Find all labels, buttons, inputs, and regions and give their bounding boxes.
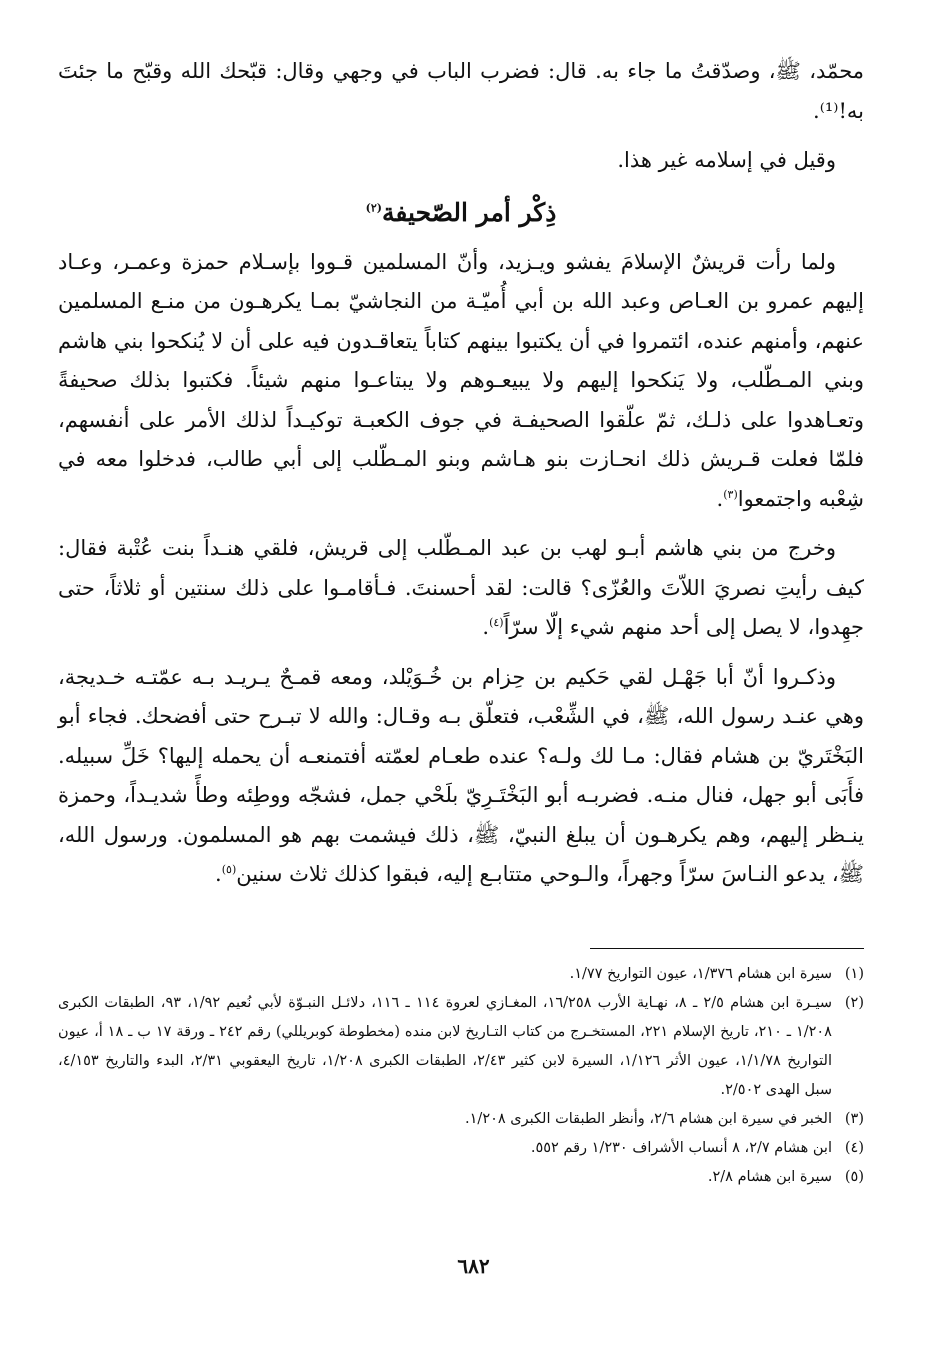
main-text-block [58, 52, 864, 895]
footnote-item [58, 1134, 864, 1163]
footnote-marker: (٢) [365, 201, 382, 215]
footnote-text: ابن هشام ٢/٧، ٨ أنساب الأشراف ١/٢٣٠ رقم ٥٥٢. [530, 1140, 832, 1156]
footnotes-block [58, 960, 864, 1192]
footnote-number: (٤) [844, 1140, 864, 1156]
footnote-number: (١) [844, 966, 864, 982]
continuation-paragraph [58, 52, 864, 131]
paragraph-text: ولما رأت قريشٌ الإسلامَ يفشو ويـزيد، وأنّ المسلمين قـووا بإسـلام حمزة وعمـر، وعـاد إليهم عمرو بن العـاص وعبد الله بن أبي أُميّـة من النجاشيّ بمـا يكرهـون من منـع المسلمين عنهم، وأمنهم عنده، ائتمروا في أن يكتبوا بينهم كتاباً يتعاقـدون فيه على أن لا يُنكحوا بني هاشم وبني المـطّلب، ولا يَنكحوا إليهم ولا يبيعـوهم ولا يبتاعـوا منهم شيئاً. فكتبوا بذلك صحيفةً وتعـاهدوا على ذلـك، ثمّ علّقوا الصحيفـة في جوف الكعبـة توكيـداً لذلك الأمر على أنفسهم، فلمّا فعلت قـريش ذلك انحـازت بنو هـاشم وبنو المـطّلب إلى أبي طالب، فدخلوا معه في شِعْبه واجتمعوا [58, 249, 864, 511]
paragraph-tail: . [482, 615, 490, 639]
paragraph-tail: . [716, 486, 724, 511]
footnote-text: سيـرة ابن هشام ٢/٥ ـ ٨، نهـاية الأرب ١٦/٢٥٨، المغـازي لعروة ١١٤ ـ ١١٦، دلائـل النبـوّة لأبي نُعيم ١/٩٢، ٩٣، الطبقات الكبرى ١/٢٠٨ ـ ٢١٠، تاريخ الإسلام ٢٢١، المستخـرج من كتاب التـاريخ لابن منده (مخطوطة كوبريللي) رقم ٢٤٢ ـ ورقة ١٧ ب ـ ١٨ أ، عيون التواريخ ١/١/٧٨، عيون الأثر ١/١٢٦، السيرة لابن كثير ٢/٤٣، الطبقات الكبرى ١/٢٠٨، تاريخ اليعقوبي ٢/٣١، البدء والتاريخ ٤/١٥٣، سبل الهدى ٢/٥٠٢. [58, 995, 833, 1098]
section-heading-text: ذِكْر أمر الصّحيفة [382, 197, 557, 227]
footnote-marker: (٤) [489, 616, 504, 629]
body-paragraph [58, 243, 864, 520]
footnote-number: (٥) [844, 1169, 864, 1185]
body-paragraph [58, 529, 864, 648]
footnote-text: سيرة ابن هشام ١/٣٧٦، عيون التواريخ ١/٧٧. [569, 966, 832, 982]
body-paragraph [58, 658, 864, 895]
footnote-number: (٣) [844, 1111, 864, 1127]
paragraph-text: محمّد، ﷺ، وصدّقتُ ما جاء به. قال: فضرب الباب في وجهي وقال: قبّحك الله وقبّح ما جئتَ به!⁽¹⁾. [58, 59, 864, 123]
section-heading [58, 193, 864, 233]
footnote-item [58, 1105, 864, 1134]
footnote-marker: (٣) [723, 487, 738, 501]
paragraph-text: وقيل في إسلامه غير هذا. [617, 148, 836, 172]
paragraph-text: وذكـروا أنّ أبا جَهْـل لقي حَكيم بن حِزام بن خُـوَيْلد، ومعه قمـحٌ يـريـد بـه عمّتـه خـديجة، وهي عنـد رسول الله، ﷺ، في الشِّعْب، فتعلّق بـه وقـال: والله لا تبـرح حتى أفضحك. فجاء أبو البَخْتَريّ بن هشام فقال: مـا لك ولـه؟ عنده طعـام لعمّته أفتمنعـه أن يحمله إليها؟ خَلِّ سبيله. فأَبَى أبو جهل، فنال منـه. فضربـه أبو البَخْتَـرِيّ بلَحْي جمل، فشجّه ووطِئه وطأً شديـداً، وحمزة ينـظر إليهم، وهم يكرهـون أن يبلغ النبيّ، ﷺ، ذلك فيشمت بهم هو المسلمون. ورسول الله، ﷺ، يدعو النـاسَ سرّاً وجهراً، والـوحي متتابـع إليه، فبقوا كذلك ثلاث سنين [58, 664, 864, 886]
footnote-item [58, 960, 864, 989]
footnote-marker: (٥) [221, 863, 237, 876]
footnote-text: الخبر في سيرة ابن هشام ٢/٦، وأنظر الطبقات الكبرى ١/٢٠٨. [465, 1111, 832, 1127]
page-number: ٦٨٢ [457, 1254, 490, 1278]
footnote-text: سيرة ابن هشام ٢/٨. [707, 1169, 832, 1185]
footnote-number: (٢) [844, 995, 864, 1011]
footnote-item [58, 1163, 864, 1192]
footnote-item [58, 989, 864, 1105]
paragraph-text: وخرج من بني هاشم أبـو لهب بن عبد المـطّلب إلى قريش، فلقي هنـداً بنت عُتْبة فقال: كيف رأيتِ نصريَ اللاّتَ والعُزّى؟ قالت: لقد أحسنتَ. فـأقامـوا على ذلك سنتين أو ثلاثاً، حتى جهِدوا، لا يصل إلى أحد منهم شيء إلّا سرّاً [58, 536, 864, 639]
paragraph-tail: . [215, 862, 222, 886]
note-paragraph [58, 141, 864, 181]
footnote-divider [590, 948, 864, 949]
